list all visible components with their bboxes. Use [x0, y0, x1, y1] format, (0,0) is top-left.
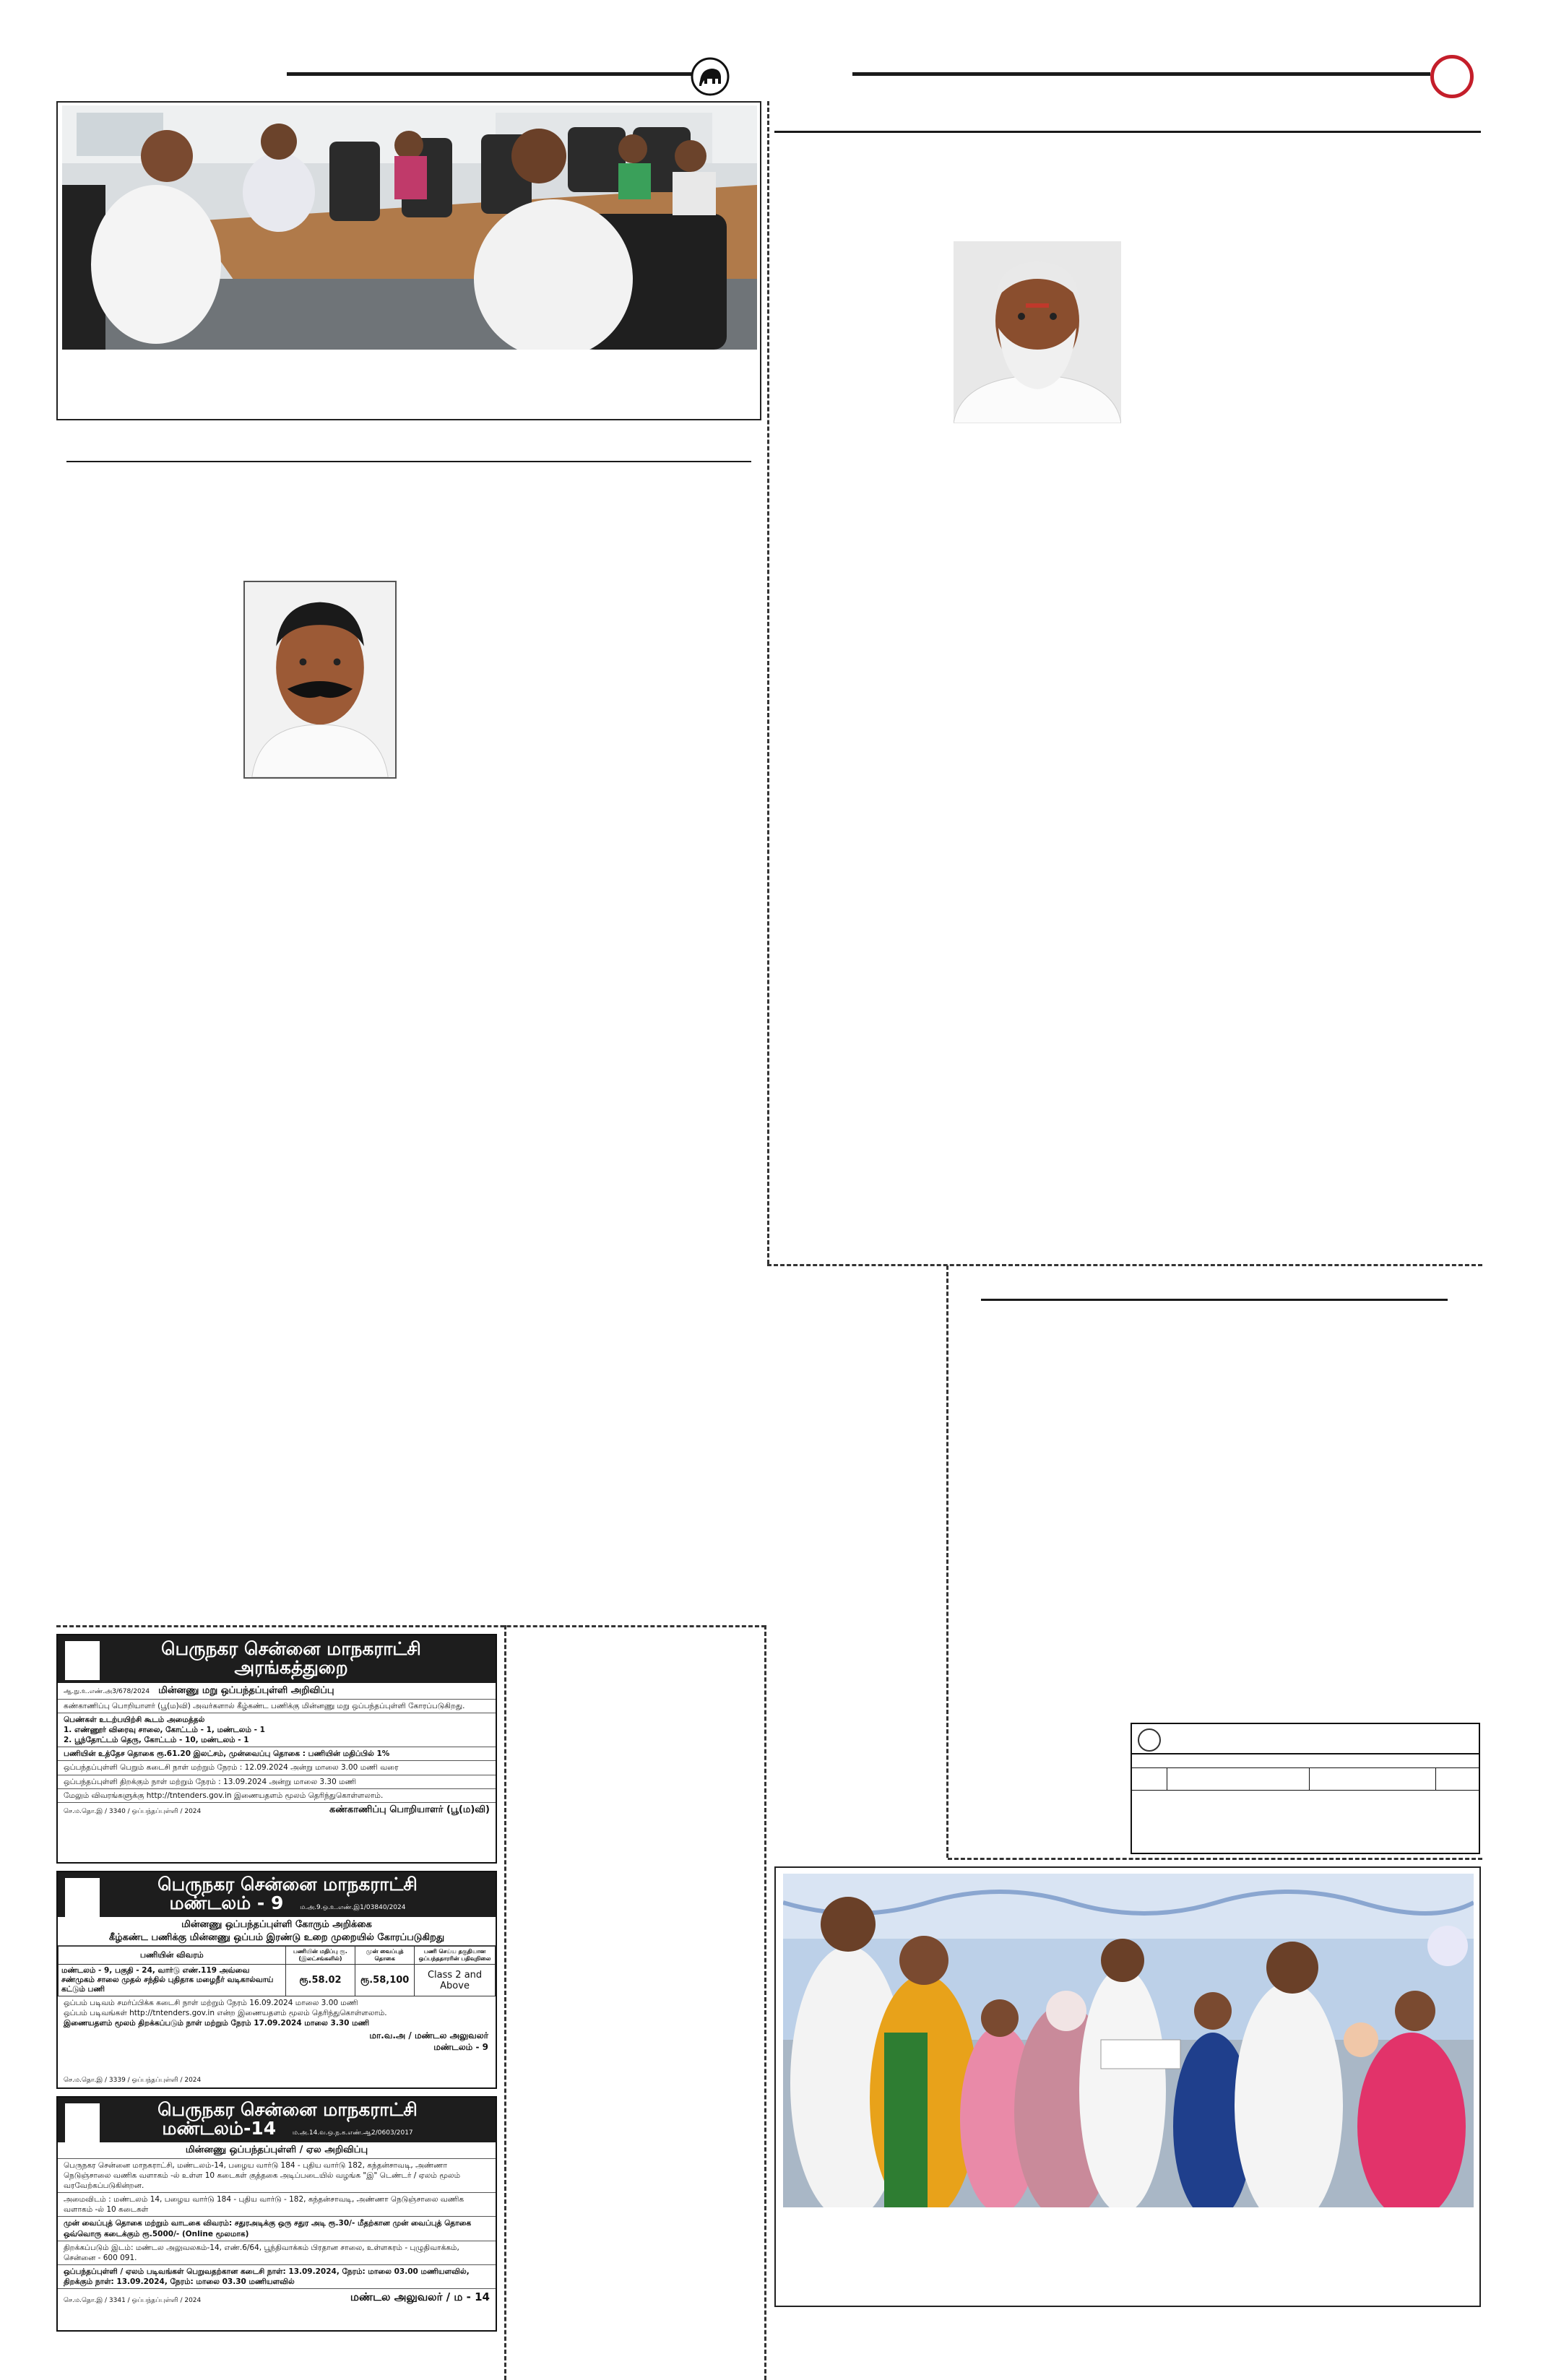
- ad-code: செ.ம.தொ.இ / 3339 / ஒப்பந்தப்புள்ளி / 2024: [64, 2077, 202, 2084]
- tender-ad-3: [56, 2096, 497, 2332]
- ad-code: செ.ம.தொ.இ / 3341 / ஒப்பந்தப்புள்ளி / 2024: [64, 2297, 202, 2305]
- ad-subject: மின்னணு ஒப்பந்தப்புள்ளி / ஏல அறிவிப்பு: [58, 2142, 496, 2159]
- table-cell: மண்டலம் - 9, பகுதி - 24, வார்டு எண்.119 அவ்வை சண்முகம் சாலை முதல் சந்தில் புதிதாக மழைநீர் வடிகால்வாய் கட்டும் பணி: [59, 1965, 286, 1996]
- divider-ads-top: [56, 1625, 766, 1627]
- lower-article-rule: [981, 1299, 1448, 1301]
- divider-vertical-main: [767, 101, 769, 1264]
- tender-table: [58, 1946, 496, 1996]
- ad-intro: பெருநகர சென்னை மாநகராட்சி, மண்டலம்-14, பழைய வார்டு 184 - புதிய வார்டு 182, கந்தன்சாவடி, அண்ணா நெடுஞ்சாலை வணிக வளாகம் -ல் உள்ள 10 கடைகள் குத்தகை அடிப்படையில் வழங்க "இ" டெண்டர் / ஏலம் மூலம் வரவேற்கப்படுகின்றன.: [58, 2159, 496, 2194]
- small-notice-table: [1132, 1767, 1479, 1791]
- ad-code: செ.ம.தொ.இ / 3340 / ஒப்பந்தப்புள்ளி / 2024: [64, 1807, 202, 1815]
- ad-signatory: மண்டல அலுவலர் / ம - 14: [350, 2290, 490, 2304]
- ad-reference: ம.அ.14.வ.ஒ.ந.க.எண்.ஆ2/0603/2017: [292, 2129, 413, 2137]
- ad-subject: மின்னணு ஒப்பந்தப்புள்ளி கோரும் அறிக்கை: [181, 1919, 372, 1930]
- tender-ad-1-title: பெருநகர சென்னை மாநகராட்சி அரங்கத்துறை: [161, 1638, 421, 1679]
- ad-detail: இணையதளம் மூலம் திறக்கப்படும் நாள் மற்றும் நேரம் 17.09.2024 மாலை 3.30 மணி: [64, 2019, 370, 2028]
- meeting-photo: [62, 105, 757, 350]
- divider-ads-right: [504, 1625, 506, 2380]
- ad-work-heading: பெண்கள் உடற்பயிற்சி கூடம் அமைத்தல்: [64, 1715, 205, 1724]
- right-column-rule: [774, 131, 1481, 133]
- portrait-photo-right: [954, 241, 1121, 423]
- page-number-badge: [1430, 55, 1474, 98]
- table-cell: Class 2 and Above: [415, 1965, 496, 1996]
- ad-signatory: கண்காணிப்பு பொறியாளர் (பூ(ம)வி): [329, 1804, 490, 1815]
- elephant-emblem-icon: [690, 56, 730, 97]
- table-header: முன் வைப்புத் தொகை: [355, 1947, 415, 1965]
- small-notice-box: [1131, 1723, 1480, 1854]
- ad-signatory-zone: மண்டலம் - 9: [433, 2041, 488, 2052]
- corporation-seal-icon: [65, 1878, 100, 1917]
- ad-detail: திறக்கப்படும் இடம்: மண்டல அலுவலகம்-14, எண்.6/64, பூந்திவாக்கம் பிரதான சாலை, உள்ளகரம் - புழுதிவாக்கம், சென்னை - 600 091.: [58, 2241, 496, 2265]
- divider-horizontal-mid: [767, 1264, 1482, 1266]
- cheque-handover-photo: [783, 1874, 1474, 2207]
- ad-intro: கண்காணிப்பு பொறியாளர் (பூ(ம)வி) அவர்களால் கீழ்கண்ட பணிக்கு மின்னணு மறு ஒப்பந்தப்புள்ளி கோரப்படுகிறது.: [58, 1700, 496, 1713]
- table-cell: ரூ.58,100: [355, 1965, 415, 1996]
- ad-detail: அமைவிடம் : மண்டலம் 14, பழைய வார்டு 184 - புதிய வார்டு - 182, கந்தன்சாவடி, அண்ணா நெடுஞ்சாலை வணிக வளாகம் -ல் 10 கடைகள்: [58, 2193, 496, 2217]
- tender-ad-1: [56, 1634, 497, 1864]
- table-header: பணியின் விவரம்: [59, 1947, 286, 1965]
- portrait-photo-left: [243, 581, 397, 779]
- ad-work-item: 2. பூந்தோட்டம் தெரு, கோட்டம் - 10, மண்டலம் - 1: [64, 1736, 249, 1745]
- ad-detail: பணியின் உத்தேச தொகை ரூ.61.20 இலட்சம், முன்வைப்பு தொகை : பணியின் மதிப்பில் 1%: [58, 1747, 496, 1761]
- tender-ad-2: [56, 1871, 497, 2089]
- left-column-rule: [66, 461, 751, 462]
- divider-ads-far-right: [764, 1625, 766, 2380]
- ad-detail: ஒப்பந்தப்புள்ளி திறக்கும் நாள் மற்றும் நேரம் : 13.09.2024 அன்று மாலை 3.30 மணி: [58, 1775, 496, 1789]
- ad-detail: ஒப்பந்தப்புள்ளி பெறும் கடைசி நாள் மற்றும் நேரம் : 12.09.2024 அன்று மாலை 3.00 மணி வரை: [58, 1761, 496, 1775]
- divider-vertical-lower: [946, 1265, 948, 1858]
- tender-ad-2-header: [58, 1872, 496, 1917]
- ad-subject-2: கீழ்கண்ட பணிக்கு மின்னணு ஒப்பம் இரண்டு உறை முறையில் கோரப்படுகிறது: [108, 1931, 445, 1943]
- ad-signatory: மா.வ.அ / மண்டல அலுவலர்: [369, 2030, 488, 2041]
- masthead-rule-right: [852, 72, 1430, 76]
- small-notice-header: [1132, 1724, 1479, 1754]
- tender-ad-3-title: பெருநகர சென்னை மாநகராட்சி மண்டலம்-14 ம.அ.14.வ.ஒ.ந.க.எண்.ஆ2/0603/2017: [157, 2099, 418, 2139]
- tender-ad-1-header: [58, 1635, 496, 1683]
- ad-subject: மின்னணு மறு ஒப்பந்தப்புள்ளி அறிவிப்பு: [158, 1685, 334, 1696]
- ad-work-item: 1. எண்ணூர் விரைவு சாலை, கோட்டம் - 1, மண்டலம் - 1: [64, 1725, 265, 1734]
- ad-detail: ஒப்பந்தப்புள்ளி / ஏலம் படிவங்கள் பெறுவதற்கான கடைசி நாள்: 13.09.2024, நேரம்: மாலை 03.00 மணியளவில், திறக்கும் நாள்: 13.09.2024, நேரம்: மாலை 03.30 மணியளவில்: [58, 2265, 496, 2289]
- table-cell: ரூ.58.02: [285, 1965, 355, 1996]
- ad-detail: ஒப்பம் படிவங்கள் http://tntenders.gov.in என்ற இணையதளம் மூலம் தெரிந்துகொள்ளலாம்.: [64, 2009, 387, 2018]
- tender-ad-3-header: [58, 2098, 496, 2142]
- ad-detail: ஒப்பம் படிவம் சமர்ப்பிக்க கடைசி நாள் மற்றும் நேரம் 16.09.2024 மாலை 3.00 மணி: [64, 1999, 358, 2008]
- tender-ad-2-title: பெருநகர சென்னை மாநகராட்சி மண்டலம் - 9 ம.அ.9.ஒ.உ.எண்.இ1/03840/2024: [157, 1874, 418, 1914]
- divider-horizontal-lower: [948, 1858, 1482, 1860]
- corporation-seal-icon: [65, 1641, 100, 1680]
- ad-detail: முன் வைப்புத் தொகை மற்றும் வாடகை விவரம்: சதுரஅடிக்கு ஒரு சதுர அடி ரூ.30/- மீதற்கான முன் வைப்புத் தொகை ஒவ்வொரு கடைக்கும் ரூ.5000/- (Online மூலமாக): [58, 2217, 496, 2241]
- ad-reference: ம.அ.9.ஒ.உ.எண்.இ1/03840/2024: [300, 1904, 406, 1912]
- ad-reference: ஆ.நு.உ.எண்.அ3/678/2024: [64, 1688, 150, 1695]
- table-header: பணியின் மதிப்பு ரூ. (இலட்சங்களில்): [285, 1947, 355, 1965]
- table-header: பணி செய்ய தகுதியான ஒப்பந்ததாரரின் பதிவுநிலை: [415, 1947, 496, 1965]
- ad-detail: மேலும் விவரங்களுக்கு http://tntenders.gov.in இணையதளம் மூலம் தெரிந்துகொள்ளலாம்.: [58, 1789, 496, 1803]
- seal-icon: [1138, 1728, 1161, 1752]
- corporation-seal-icon: [65, 2103, 100, 2142]
- masthead-rule-left: [287, 72, 691, 76]
